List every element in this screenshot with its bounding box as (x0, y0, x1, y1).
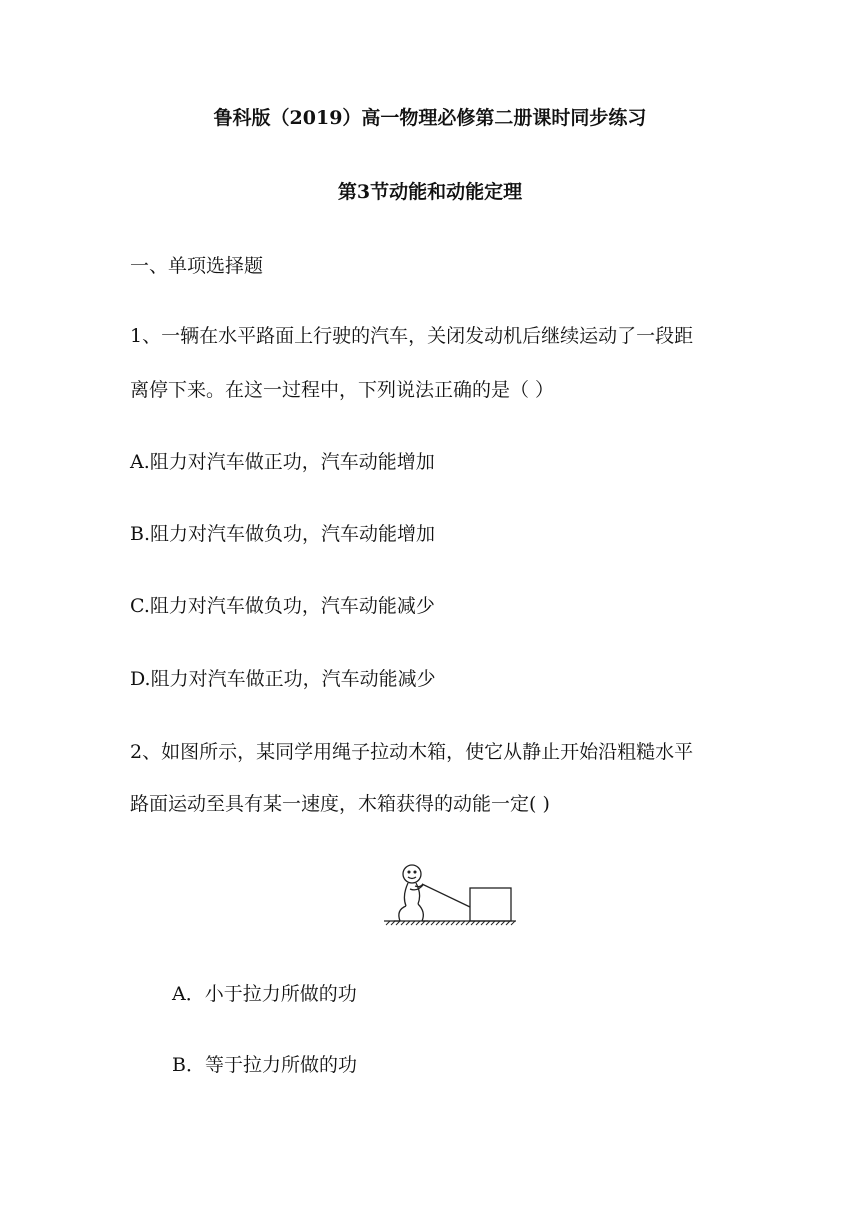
rope (422, 884, 470, 907)
person-head (403, 865, 421, 883)
question-1-stem-line-1: 1、一辆在水平路面上行驶的汽车，关闭发动机后继续运动了一段距 (130, 325, 694, 347)
person-body (404, 883, 408, 906)
person-pulling-box-figure (382, 858, 518, 928)
question-1-option-b: B.阻力对汽车做负功，汽车动能增加 (130, 523, 436, 545)
person-leg-left (399, 906, 406, 921)
wooden-box (470, 888, 511, 921)
question-1-option-d: D.阻力对汽车做正功，汽车动能减少 (130, 668, 436, 690)
question-2-option-a: A．小于拉力所做的功 (172, 983, 357, 1005)
question-1-option-a: A.阻力对汽车做正功，汽车动能增加 (130, 451, 435, 473)
question-1-stem-line-2: 离停下来。在这一过程中，下列说法正确的是（ ） (130, 379, 555, 401)
section-heading: 一、单项选择题 (130, 255, 264, 277)
question-1-option-c: C.阻力对汽车做负功，汽车动能减少 (130, 595, 435, 617)
person-leg-right (418, 904, 423, 921)
question-2-stem-line-1: 2、如图所示，某同学用绳子拉动木箱，使它从静止开始沿粗糙水平 (130, 741, 694, 763)
question-2-option-b: B．等于拉力所做的功 (172, 1054, 357, 1076)
document-title: 鲁科版（2019）高一物理必修第二册课时同步练习 (213, 107, 647, 129)
question-2-stem-line-2: 路面运动至具有某一速度，木箱获得的动能一定( ) (130, 793, 550, 815)
document-subtitle: 第3节动能和动能定理 (337, 181, 523, 203)
pulling-box-illustration (382, 858, 518, 928)
